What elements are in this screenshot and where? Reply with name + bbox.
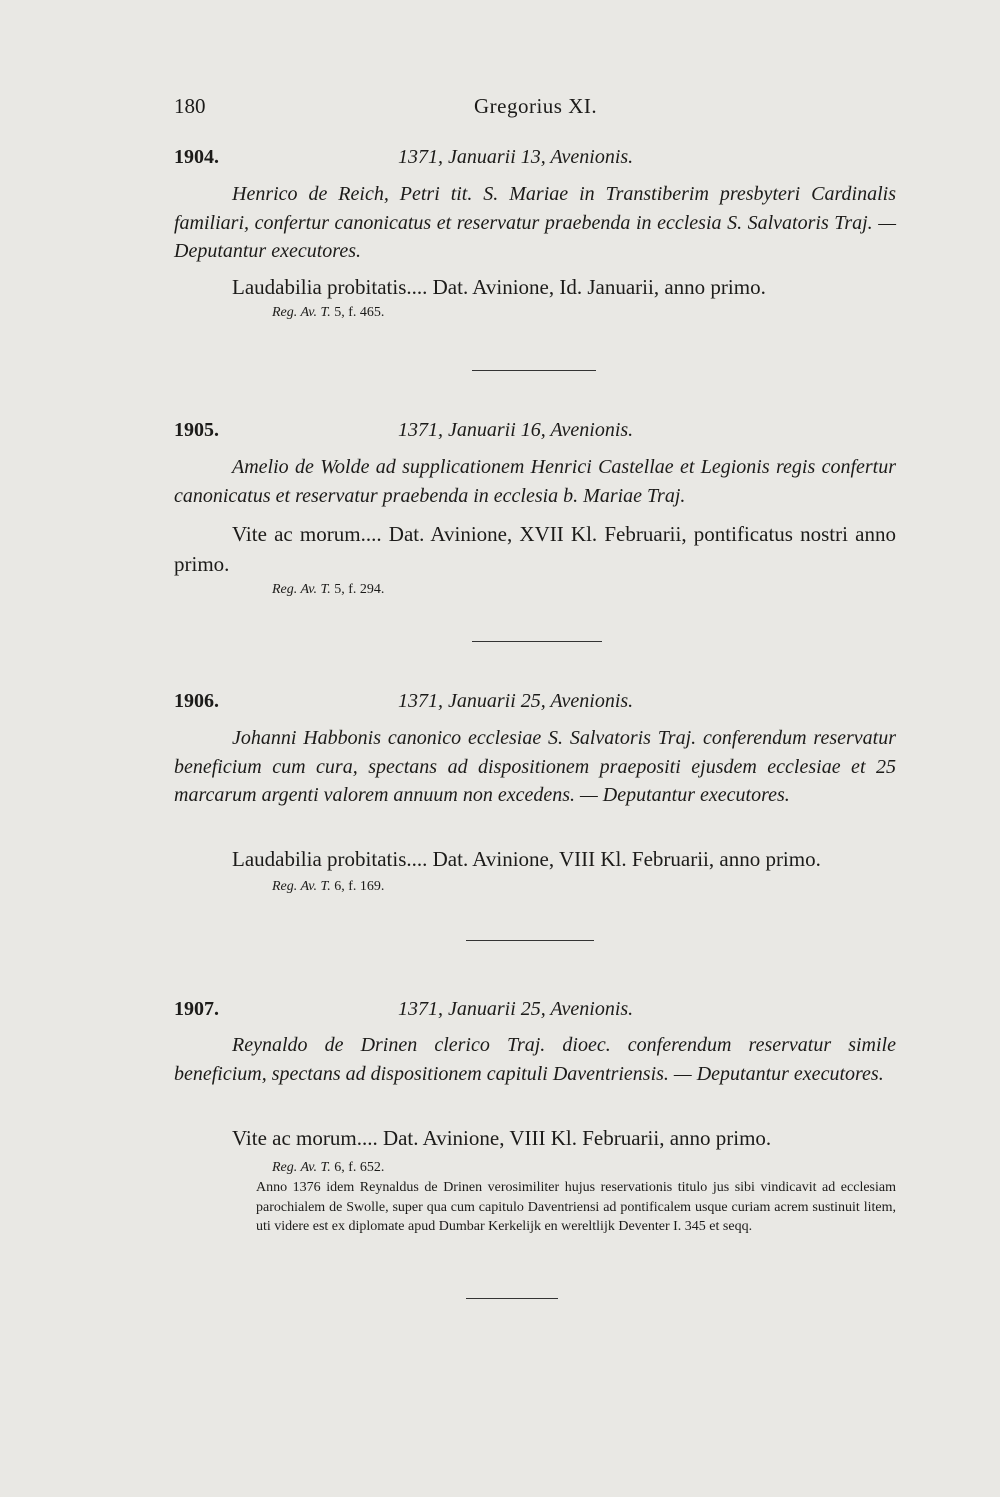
register-reference: Reg. Av. T. 5, f. 294. <box>272 582 385 597</box>
separator-rule <box>472 370 596 371</box>
entry-date: 1371, Januarii 13, Avenionis. <box>398 146 634 168</box>
entry-number: 1904. <box>174 146 219 168</box>
entry-summary: Amelio de Wolde ad supplicationem Henrici Castellae et Legionis regis confertur canonicatus et reservatur praebenda in ecclesia b. Mariae Traj. <box>174 456 896 507</box>
separator-rule <box>466 940 594 941</box>
entry-date: 1371, Januarii 25, Avenionis. <box>398 998 634 1020</box>
entry-summary: Johanni Habbonis canonico ecclesiae S. Salvatoris Traj. conferendum reservatur beneficium cum cura, spectans ad dispositionem praepositi ejusdem ecclesiae et 25 marcarum argenti valorem annuum non excedens. — Deputantur executores. <box>174 727 896 806</box>
page-number: 180 <box>174 94 206 118</box>
entry-number: 1906. <box>174 690 219 712</box>
entry-summary: Henrico de Reich, Petri tit. S. Mariae in Transtiberim presbyteri Cardinalis familiari, confertur canonicatus et reservatur praebenda in ecclesia S. Salvatoris Traj. — Deputantur executores. <box>174 183 896 262</box>
entry-formula: Vite ac morum.... Dat. Avinione, XVII Kl. Februarii, pontificatus nostri anno primo. <box>174 522 896 576</box>
running-title: Gregorius XI. <box>474 94 598 118</box>
entry-formula: Vite ac morum.... Dat. Avinione, VIII Kl. Februarii, anno primo. <box>232 1126 772 1150</box>
register-reference: Reg. Av. T. 6, f. 169. <box>272 879 385 894</box>
entry-date: 1371, Januarii 25, Avenionis. <box>398 690 634 712</box>
register-reference: Reg. Av. T. 5, f. 465. <box>272 305 385 320</box>
separator-rule <box>472 641 602 642</box>
running-head <box>174 94 894 122</box>
entry-formula: Laudabilia probitatis.... Dat. Avinione, VIII Kl. Februarii, anno primo. <box>232 847 821 871</box>
register-reference: Reg. Av. T. 6, f. 652. <box>272 1160 385 1175</box>
separator-rule <box>466 1298 558 1299</box>
entry-number: 1905. <box>174 419 219 441</box>
entry-formula: Laudabilia probitatis.... Dat. Avinione, Id. Januarii, anno primo. <box>232 275 766 299</box>
footnote: Anno 1376 idem Reynaldus de Drinen verosimiliter hujus reservationis titulo jus sibi vindicavit ad ecclesiam parochialem de Swolle, super qua cum capitulo Daventriensi ad pontificalem usque curiam acrem sustinuit litem, uti videre est ex diplomate apud Dumbar Kerkelijk en wereltlijk Deventer I. 345 et seqq. <box>256 1180 896 1234</box>
entry-summary: Reynaldo de Drinen clerico Traj. dioec. conferendum reservatur simile beneficium, spectans ad dispositionem capituli Daventriensis. — Deputantur executores. <box>174 1034 896 1085</box>
entry-date: 1371, Januarii 16, Avenionis. <box>398 419 634 441</box>
entry-number: 1907. <box>174 998 219 1020</box>
